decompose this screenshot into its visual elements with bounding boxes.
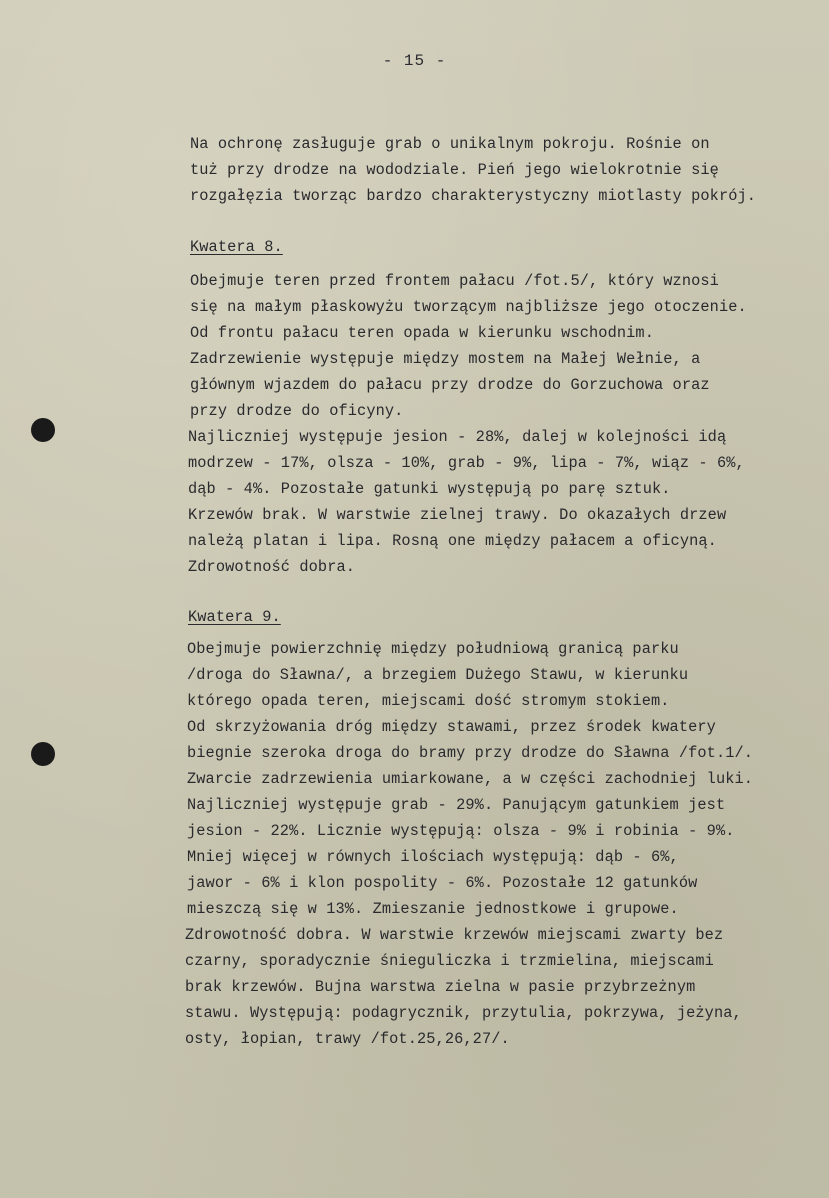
text-line: Zwarcie zadrzewienia umiarkowane, a w części zachodniej luki. [187, 770, 754, 788]
text-line: dąb - 4%. Pozostałe gatunki występują po parę sztuk. [188, 480, 671, 498]
text-line: Na ochronę zasługuje grab o unikalnym pokroju. Rośnie on [190, 135, 710, 153]
text-line: się na małym płaskowyżu tworzącym najbliższe jego otoczenie. [190, 298, 747, 316]
punch-hole [31, 418, 55, 442]
text-line: Najliczniej występuje grab - 29%. Panującym gatunkiem jest [187, 796, 726, 814]
text-line: tuż przy drodze na wododziale. Pień jego wielokrotnie się [190, 161, 719, 179]
text-line: Od frontu pałacu teren opada w kierunku wschodnim. [190, 324, 654, 342]
text-line: czarny, sporadycznie śnieguliczka i trzmielina, miejscami [185, 952, 714, 970]
text-line: Zdrowotność dobra. W warstwie krzewów miejscami zwarty bez [185, 926, 724, 944]
text-line: należą platan i lipa. Rosną one między pałacem a oficyną. [188, 532, 717, 550]
text-line: którego opada teren, miejscami dość stromym stokiem. [187, 692, 670, 710]
text-line: Mniej więcej w równych ilościach występują: dąb - 6%, [187, 848, 679, 866]
text-line: osty, łopian, trawy /fot.25,26,27/. [185, 1030, 510, 1048]
text-line: biegnie szeroka droga do bramy przy drodze do Sławna /fot.1/. [187, 744, 754, 762]
text-line: brak krzewów. Bujna warstwa zielna w pasie przybrzeżnym [185, 978, 696, 996]
text-line: stawu. Występują: podagrycznik, przytulia, pokrzywa, jeżyna, [185, 1004, 742, 1022]
page-number: - 15 - [382, 52, 447, 70]
text-line: Od skrzyżowania dróg między stawami, przez środek kwatery [187, 718, 716, 736]
section-heading-kwatera-8: Kwatera 8. [190, 238, 283, 256]
text-line: głównym wjazdem do pałacu przy drodze do Gorzuchowa oraz [190, 376, 710, 394]
text-line: Zadrzewienie występuje między mostem na Małej Wełnie, a [190, 350, 701, 368]
text-line: mieszczą się w 13%. Zmieszanie jednostkowe i grupowe. [187, 900, 679, 918]
text-line: jawor - 6% i klon pospolity - 6%. Pozostałe 12 gatunków [187, 874, 698, 892]
text-line: rozgałęzia tworząc bardzo charakterystyczny miotlasty pokrój. [190, 187, 757, 205]
text-line: Zdrowotność dobra. [188, 558, 356, 576]
text-line: jesion - 22%. Licznie występują: olsza - 9% i robinia - 9%. [187, 822, 735, 840]
section-heading-kwatera-9: Kwatera 9. [188, 608, 281, 626]
text-line: przy drodze do oficyny. [190, 402, 404, 420]
text-line: Obejmuje teren przed frontem pałacu /fot.5/, który wznosi [190, 272, 719, 290]
punch-hole [31, 742, 55, 766]
text-line: Najliczniej występuje jesion - 28%, dalej w kolejności idą [188, 428, 727, 446]
text-line: /droga do Sławna/, a brzegiem Dużego Stawu, w kierunku [187, 666, 689, 684]
text-line: Obejmuje powierzchnię między południową granicą parku [187, 640, 679, 658]
text-line: Krzewów brak. W warstwie zielnej trawy. Do okazałych drzew [188, 506, 727, 524]
text-line: modrzew - 17%, olsza - 10%, grab - 9%, lipa - 7%, wiąz - 6%, [188, 454, 745, 472]
